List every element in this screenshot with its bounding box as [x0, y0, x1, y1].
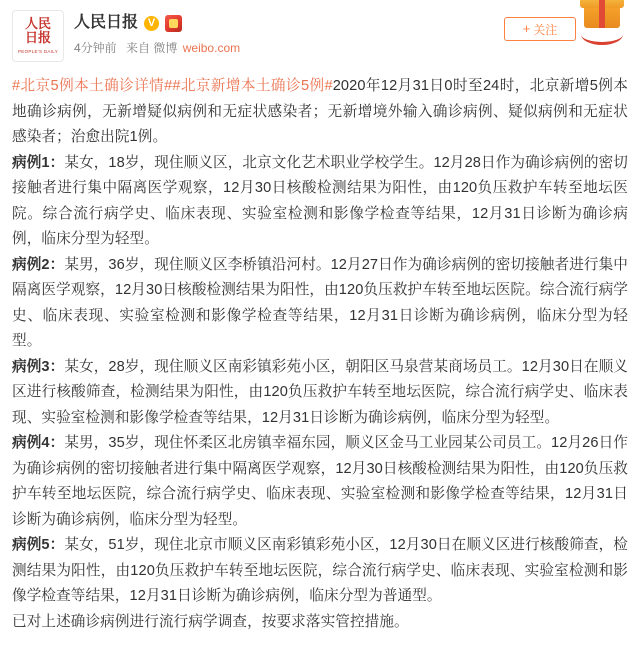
case-label: 病例1： [12, 154, 65, 171]
source-url[interactable]: weibo.com [182, 41, 241, 55]
avatar-logo-line1: 人民 [24, 17, 51, 32]
lead-text: 2020年12月31日0时至24时，北京新增5例本地确诊病例，无新增疑似病例和无症状感染者；无新增境外输入确诊病例、疑似病例和无症状感染者；治愈出院1例。 [12, 78, 628, 145]
topic-link-2[interactable]: #北京新增本土确诊5例# [172, 78, 333, 94]
source-prefix: 来自 [126, 41, 151, 55]
avatar-logo-english: PEOPLE'S DAILY [18, 49, 58, 54]
account-name[interactable]: 人民日报 [74, 14, 139, 31]
post-content [12, 74, 628, 635]
case-text: 某男，35岁，现住怀柔区北房镇幸福东园，顺义区金马工业园某公司员工。12月26日作为确诊病例的密切接触者进行集中隔离医学观察，12月30日核酸检测结果为阳性，由120负压救护车转至地坛医院，综合流行病学史、临床表现、实验室检测和影像学检查等结果，12月31日诊断为确诊病例，临床分型为轻型。 [12, 435, 628, 528]
plus-icon: + [522, 21, 531, 36]
source-name[interactable]: 微博 [153, 41, 178, 55]
post-paragraph-lead [12, 74, 628, 151]
case-paragraph [12, 151, 628, 253]
gift-box-icon [578, 0, 626, 44]
case-paragraph [12, 253, 628, 355]
case-label: 病例5： [12, 537, 65, 553]
case-label: 病例4： [12, 435, 65, 451]
case-paragraph [12, 533, 628, 610]
medal-icon [165, 15, 182, 32]
post-time: 4分钟前 [74, 41, 117, 55]
case-text: 某女，18岁，现住顺义区，北京文化艺术职业学校学生。12月28日作为确诊病例的密切接触者进行集中隔离医学观察，12月30日核酸检测结果为阳性，由120负压救护车转至地坛医院。综合流行病学史、临床表现、实验室检测和影像学检查等结果，12月31日诊断为确诊病例，临床分型为轻型。 [12, 154, 628, 247]
avatar-logo-line2: 日报 [24, 31, 51, 46]
post-meta-row [74, 40, 628, 56]
avatar[interactable] [12, 10, 64, 62]
follow-button[interactable] [504, 17, 576, 41]
verified-icon: V [144, 16, 159, 31]
case-paragraph [12, 355, 628, 432]
case-text: 某男，36岁，现住顺义区李桥镇沿河村。12月27日作为确诊病例的密切接触者进行集中隔离医学观察，12月30日核酸检测结果为阳性，由120负压救护车转至地坛医院。综合流行病学史、临床表现、实验室检测和影像学检查等结果，12月31日诊断为确诊病例，临床分型为轻型。 [12, 256, 628, 349]
case-text: 某女，28岁，现住顺义区南彩镇彩苑小区，朝阳区马泉营某商场员工。12月30日在顺义区进行核酸筛查，检测结果为阳性，由120负压救护车转至地坛医院，综合流行病学史、临床表现、实验室检测和影像学检查等结果，12月31日诊断为确诊病例，临床分型为轻型。 [12, 358, 628, 426]
follow-button-label: 关注 [533, 22, 558, 37]
topic-link-1[interactable]: #北京5例本土确诊详情# [12, 78, 173, 94]
case-label: 病例3： [12, 358, 65, 375]
case-paragraph [12, 431, 628, 533]
case-text: 某女，51岁，现住北京市顺义区南彩镇彩苑小区，12月30日在顺义区进行核酸筛查，检测结果为阳性，由120负压救护车转至地坛医院，综合流行病学史、临床表现、实验室检测和影像学检查等结果，12月31日诊断为确诊病例，临床分型为普通型。 [12, 537, 628, 604]
post-header [12, 10, 628, 68]
closing-paragraph: 已对上述确诊病例进行流行病学调查，按要求落实管控措施。 [12, 613, 409, 630]
avatar-logo [14, 12, 62, 60]
case-label: 病例2： [12, 256, 65, 273]
